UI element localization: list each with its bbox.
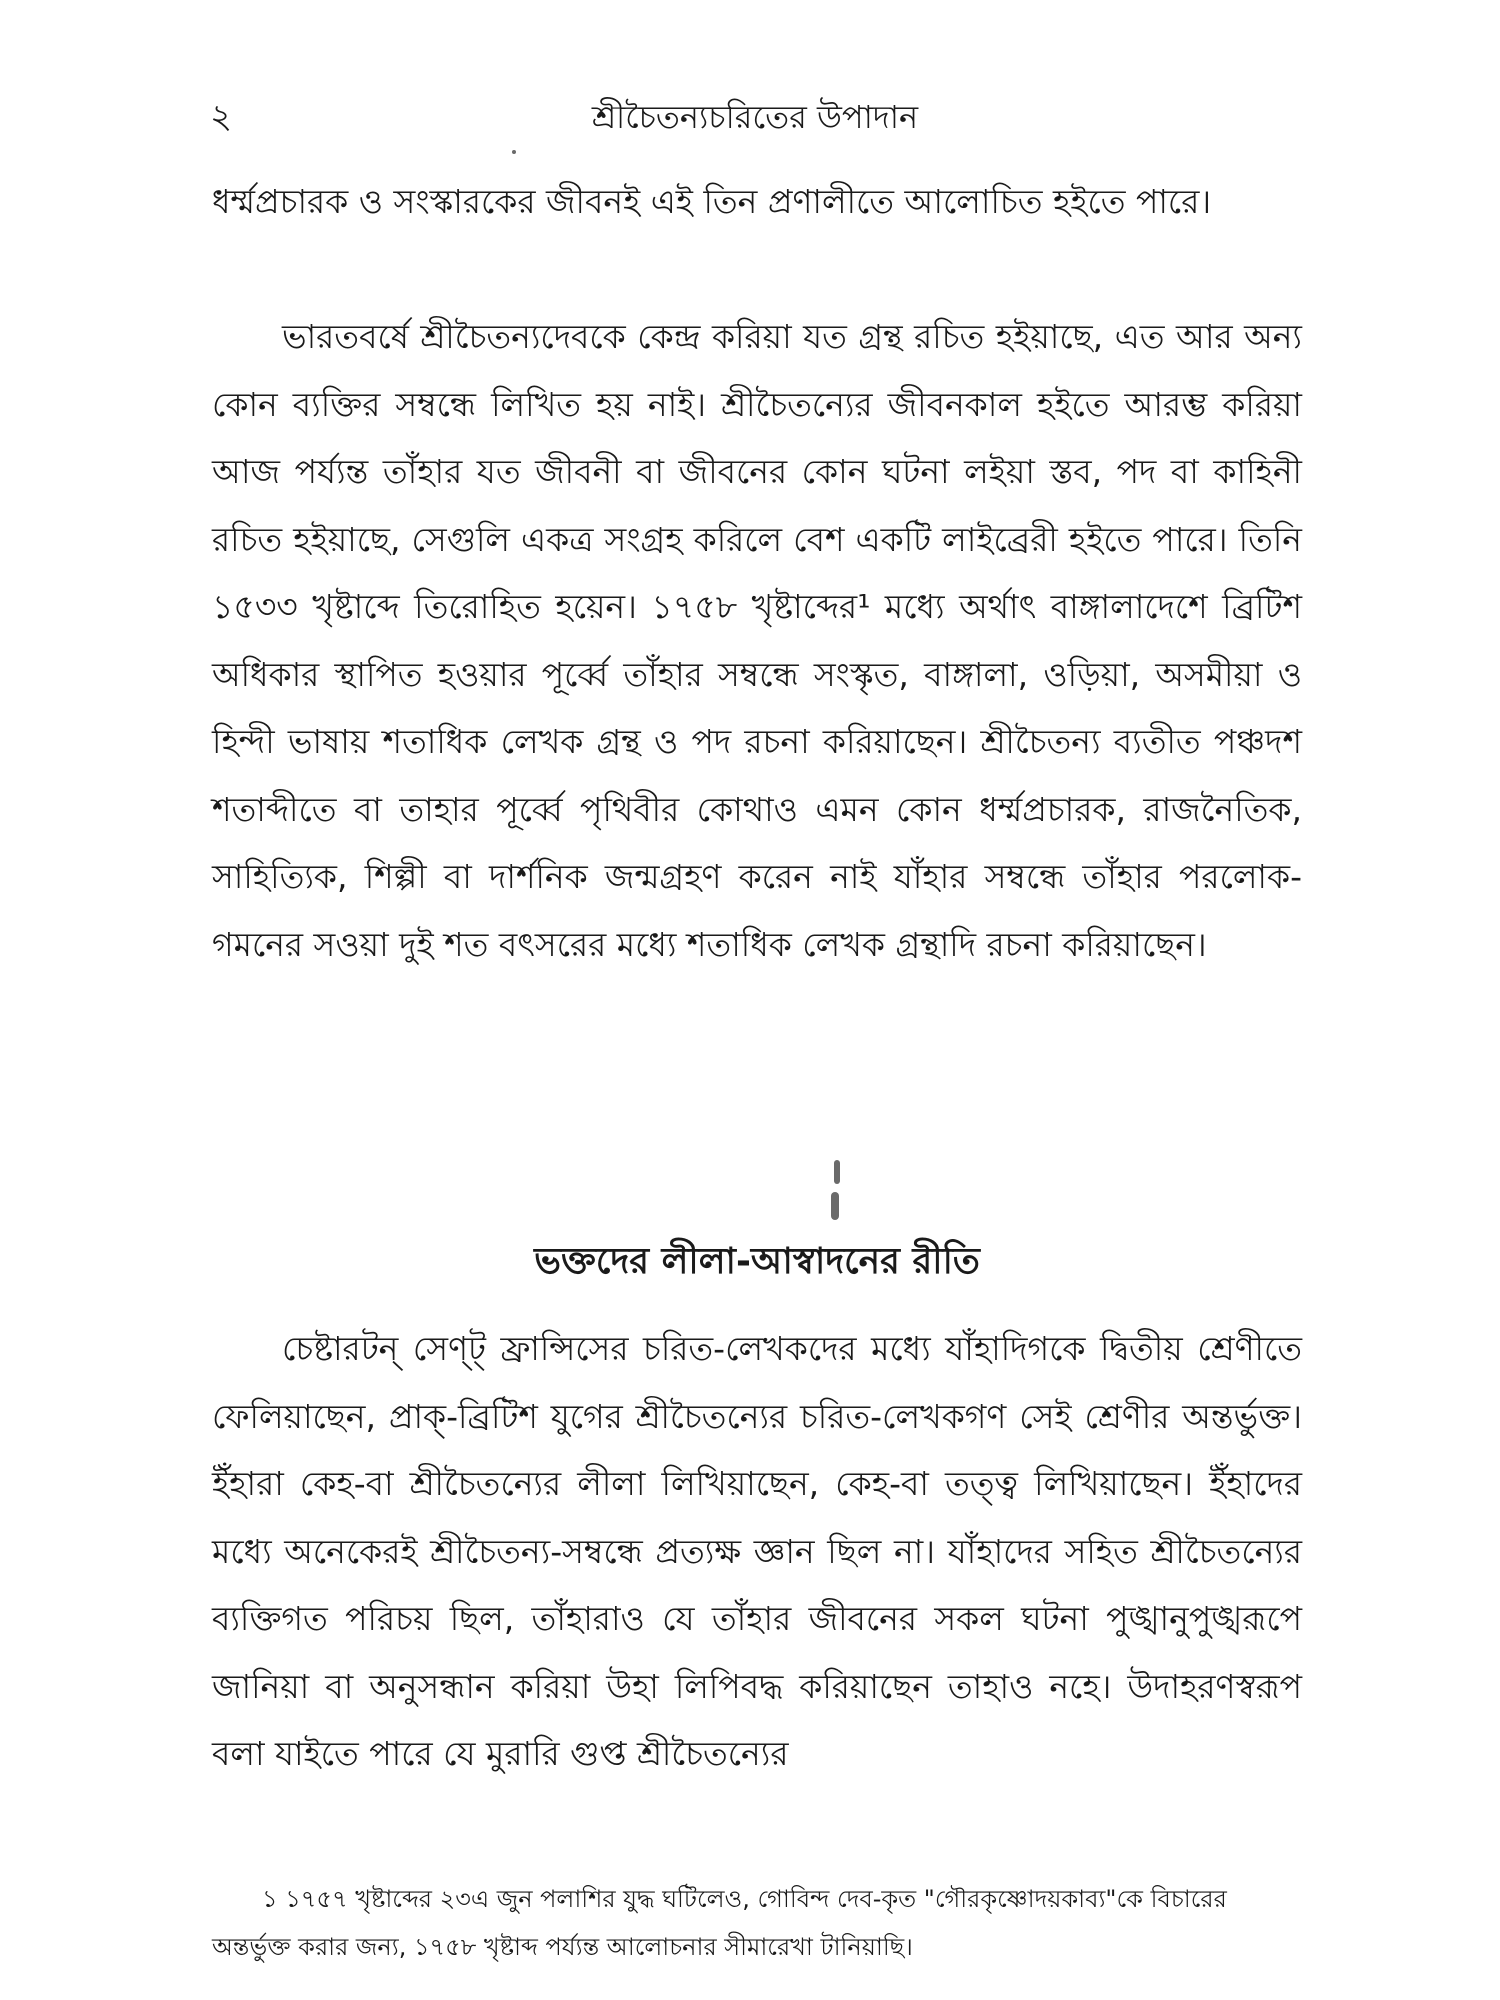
footnote: ১ ১৭৫৭ খৃষ্টাব্দের ২৩এ জুন পলাশির যুদ্ধ ঘটিলেও, গোবিন্দ দেব-কৃত "গৌরকৃষ্ণোদয়কাব্য"কে বিচারের অন্তর্ভুক্ত করার জন্য, ১৭৫৮ খৃষ্টাব্দ পর্য্যন্ত আলোচনার সীমারেখা টানিয়াছি।: [212, 1885, 1227, 1961]
page-number: ২: [210, 97, 233, 137]
running-title: শ্রীচৈতন্যচরিতের উপাদান: [591, 98, 919, 136]
paragraph-1: ধর্ম্মপ্রচারক ও সংস্কারকের জীবনই এই তিন প্রণালীতে আলোচিত হইতে পারে।: [212, 182, 1212, 221]
paragraph-3: চেষ্টারটন্ সেণ্ট্ ফ্রান্সিসের চরিত-লেখকদের মধ্যে যাঁহাদিগকে দ্বিতীয় শ্রেণীতে ফেলিয়াছেন, প্রাক্-ব্রিটিশ যুগের শ্রীচৈতন্যের চরিত-লেখকগণ সেই শ্রেণীর অন্তর্ভুক্ত। ইঁহারা কেহ-বা শ্রীচৈতন্যের লীলা লিখিয়াছেন, কেহ-বা তত্ত্ব লিখিয়াছেন। ইঁহাদের মধ্যে অনেকেরই শ্রীচৈতন্য-সম্বন্ধে প্রত্যক্ষ জ্ঞান ছিল না। যাঁহাদের সহিত শ্রীচৈতন্যের ব্যক্তিগত পরিচয় ছিল, তাঁহারাও যে তাঁহার জীবনের সকল ঘটনা পুঙ্খানুপুঙ্খরূপে জানিয়া বা অনুসন্ধান করিয়া উহা লিপিবদ্ধ করিয়াছেন তাহাও নহে। উদাহরণস্বরূপ বলা যাইতে পারে যে মুরারি গুপ্ত শ্রীচৈতন্যের: [212, 1329, 1302, 1773]
paragraph-2: ভারতবর্ষে শ্রীচৈতন্যদেবকে কেন্দ্র করিয়া যত গ্রন্থ রচিত হইয়াছে, এত আর অন্য কোন ব্যক্তির সম্বন্ধে লিখিত হয় নাই। শ্রীচৈতন্যের জীবনকাল হইতে আরম্ভ করিয়া আজ পর্য্যন্ত তাঁহার যত জীবনী বা জীবনের কোন ঘটনা লইয়া স্তব, পদ বা কাহিনী রচিত হইয়াছে, সেগুলি একত্র সংগ্রহ করিলে বেশ একটি লাইব্রেরী হইতে পারে। তিনি ১৫৩৩ খৃষ্টাব্দে তিরোহিত হয়েন। ১৭৫৮ খৃষ্টাব্দের¹ মধ্যে অর্থাৎ বাঙ্গালাদেশে ব্রিটিশ অধিকার স্থাপিত হওয়ার পূর্ব্বে তাঁহার সম্বন্ধে সংস্কৃত, বাঙ্গালা, ওড়িয়া, অসমীয়া ও হিন্দী ভাষায় শতাধিক লেখক গ্রন্থ ও পদ রচনা করিয়াছেন। শ্রীচৈতন্য ব্যতীত পঞ্চদশ শতাব্দীতে বা তাহার পূর্ব্বে পৃথিবীর কোথাও এমন কোন ধর্ম্মপ্রচারক, রাজনৈতিক, সাহিত্যিক, শিল্পী বা দার্শনিক জন্মগ্রহণ করেন নাই যাঁহার সম্বন্ধে তাঁহার পরলোক-গমনের সওয়া দুই শত বৎসরের মধ্যে শতাধিক লেখক গ্রন্থাদি রচনা করিয়াছেন।: [212, 317, 1302, 964]
page-header: [210, 92, 1300, 142]
print-speck: [512, 150, 516, 154]
section-heading: ভক্তদের লীলা-আস্বাদনের রীতি: [534, 1241, 980, 1282]
print-speck: [834, 1160, 840, 1184]
print-speck: [831, 1192, 839, 1220]
